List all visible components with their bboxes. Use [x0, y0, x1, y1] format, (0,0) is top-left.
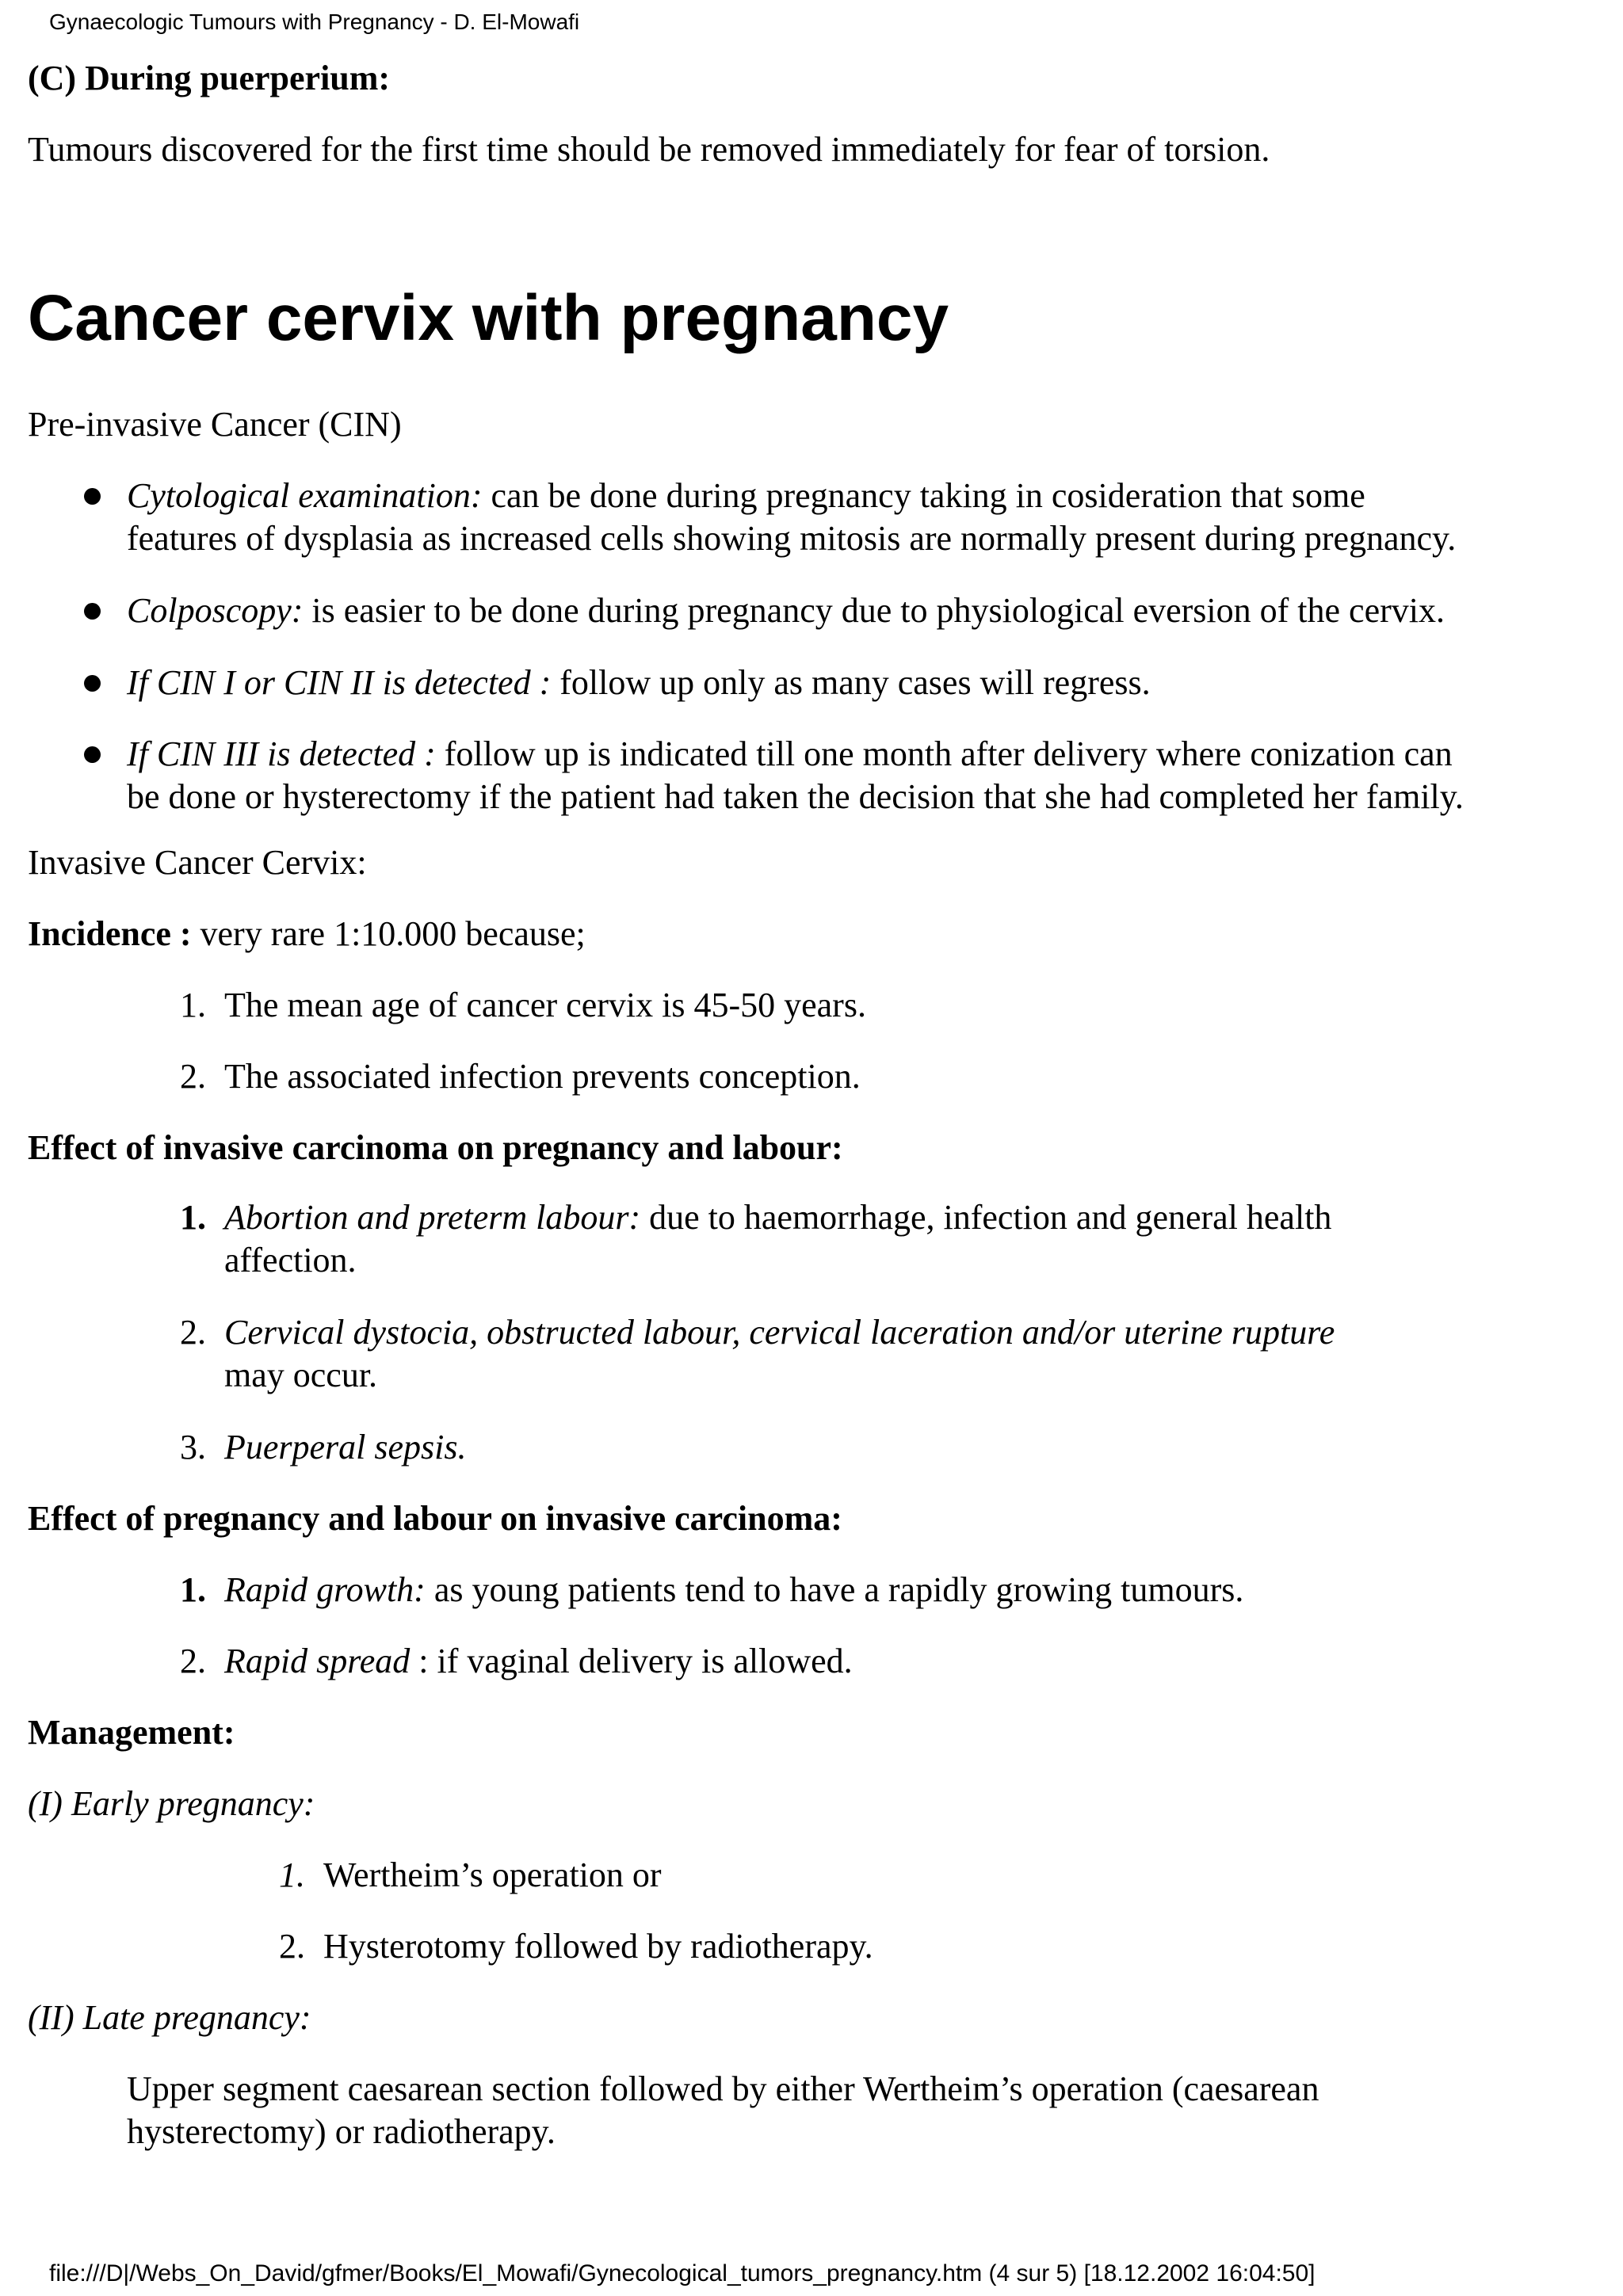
bullet-icon — [84, 746, 101, 763]
list-item-line: be done or hysterectomy if the patient had taken the decision that she had completed her family. — [127, 777, 1464, 816]
list-item-line: affection. — [224, 1241, 357, 1280]
late-pregnancy-text: hysterectomy) or radiotherapy. — [127, 2112, 556, 2151]
list-number: 2. — [180, 1057, 206, 1096]
list-item-line — [127, 474, 1365, 518]
incidence-line — [28, 912, 586, 956]
running-header: Gynaecologic Tumours with Pregnancy - D. El-Mowafi — [49, 10, 580, 34]
list-item-lead: Cytological examination: — [127, 476, 483, 515]
list-item-text: follow up is indicated till one month after delivery where conization can — [435, 734, 1453, 773]
list-number: 1. — [180, 986, 206, 1024]
list-item-lead: If CIN I or CIN II is detected : — [127, 663, 552, 702]
list-item-text: as young patients tend to have a rapidly growing tumours. — [425, 1570, 1244, 1609]
late-pregnancy-label-text: (II) Late pregnancy: — [28, 1998, 311, 2037]
effect-on-carcinoma-heading-text: Effect of pregnancy and labour on invasive carcinoma: — [28, 1499, 842, 1538]
list-item-text: Hysterotomy followed by radiotherapy. — [323, 1927, 873, 1966]
puerperium-heading-text: (C) During puerperium: — [28, 59, 391, 97]
early-pregnancy-label-text: (I) Early pregnancy: — [28, 1784, 315, 1823]
list-number-text: 1. — [180, 1570, 206, 1609]
list-number: 2. — [180, 1313, 206, 1352]
list-number: 2. — [180, 1642, 206, 1680]
list-item-line — [224, 1639, 853, 1684]
management-heading-text: Management: — [28, 1713, 235, 1752]
list-item-line — [127, 589, 1445, 633]
list-item-text: Wertheim’s operation or — [323, 1855, 662, 1894]
incidence-label: Incidence : — [28, 914, 192, 953]
list-number: 2. — [279, 1927, 305, 1966]
list-number — [158, 1568, 206, 1612]
late-pregnancy-text: Upper segment caesarean section followed by either Wertheim’s operation (caesarean — [127, 2069, 1319, 2108]
list-item-line: may occur. — [224, 1356, 378, 1394]
puerperium-text: Tumours discovered for the first time should be removed immediately for fear of torsion. — [28, 130, 1270, 169]
list-item-text: can be done during pregnancy taking in cosideration that some — [482, 476, 1365, 515]
list-item-lead: Abortion and preterm labour: — [224, 1198, 641, 1237]
early-pregnancy-label — [28, 1782, 315, 1826]
effect-on-pregnancy-heading — [28, 1126, 843, 1170]
list-number — [158, 1196, 206, 1240]
page-footer-path: file:///D|/Webs_On_David/gfmer/Books/El_Mowafi/Gynecological_tumors_pregnancy.htm (4 sur 5) [18.12.2002 16:04:50] — [49, 2260, 1316, 2286]
list-item-text: The mean age of cancer cervix is 45-50 years. — [224, 986, 866, 1024]
list-item-lead: Colposcopy: — [127, 591, 304, 630]
late-pregnancy-label — [28, 1996, 311, 2040]
list-number: 3. — [180, 1428, 206, 1466]
list-item-text: follow up only as many cases will regress. — [551, 663, 1151, 702]
management-heading — [28, 1711, 235, 1755]
list-item-line — [127, 732, 1453, 776]
list-number — [258, 1853, 305, 1897]
page-title: Cancer cervix with pregnancy — [28, 282, 949, 354]
list-item-lead: Rapid spread — [224, 1642, 411, 1680]
list-item-lead: Puerperal sepsis. — [224, 1428, 467, 1466]
effect-on-pregnancy-heading-text: Effect of invasive carcinoma on pregnancy and labour: — [28, 1128, 843, 1167]
bullet-icon — [84, 488, 101, 505]
list-item-line — [224, 1196, 1331, 1240]
list-item-text: : if vaginal delivery is allowed. — [410, 1642, 853, 1680]
incidence-text: very rare 1:10.000 because; — [191, 914, 586, 953]
preinvasive-label: Pre-invasive Cancer (CIN) — [28, 405, 402, 444]
invasive-label: Invasive Cancer Cervix: — [28, 843, 367, 882]
effect-on-carcinoma-heading — [28, 1497, 842, 1541]
bullet-icon — [84, 675, 101, 692]
list-item-line — [224, 1425, 467, 1470]
list-item-line — [127, 661, 1151, 705]
list-item-text: is easier to be done during pregnancy due to physiological eversion of the cervix. — [303, 591, 1445, 630]
list-item-line: features of dysplasia as increased cells showing mitosis are normally present during pregnancy. — [127, 519, 1457, 558]
puerperium-heading — [28, 56, 390, 101]
list-item-text: The associated infection prevents conception. — [224, 1057, 861, 1096]
list-item-line — [224, 1568, 1243, 1612]
list-item-lead: Rapid growth: — [224, 1570, 426, 1609]
bullet-icon — [84, 603, 101, 620]
list-item-lead: Cervical dystocia, obstructed labour, cervical laceration and/or uterine rupture — [224, 1313, 1335, 1352]
list-number-text: 1. — [279, 1855, 305, 1894]
list-item-text: due to haemorrhage, infection and general health — [640, 1198, 1332, 1237]
list-item-line — [224, 1310, 1335, 1355]
list-item-lead: If CIN III is detected : — [127, 734, 436, 773]
list-number-text: 1. — [180, 1198, 206, 1237]
